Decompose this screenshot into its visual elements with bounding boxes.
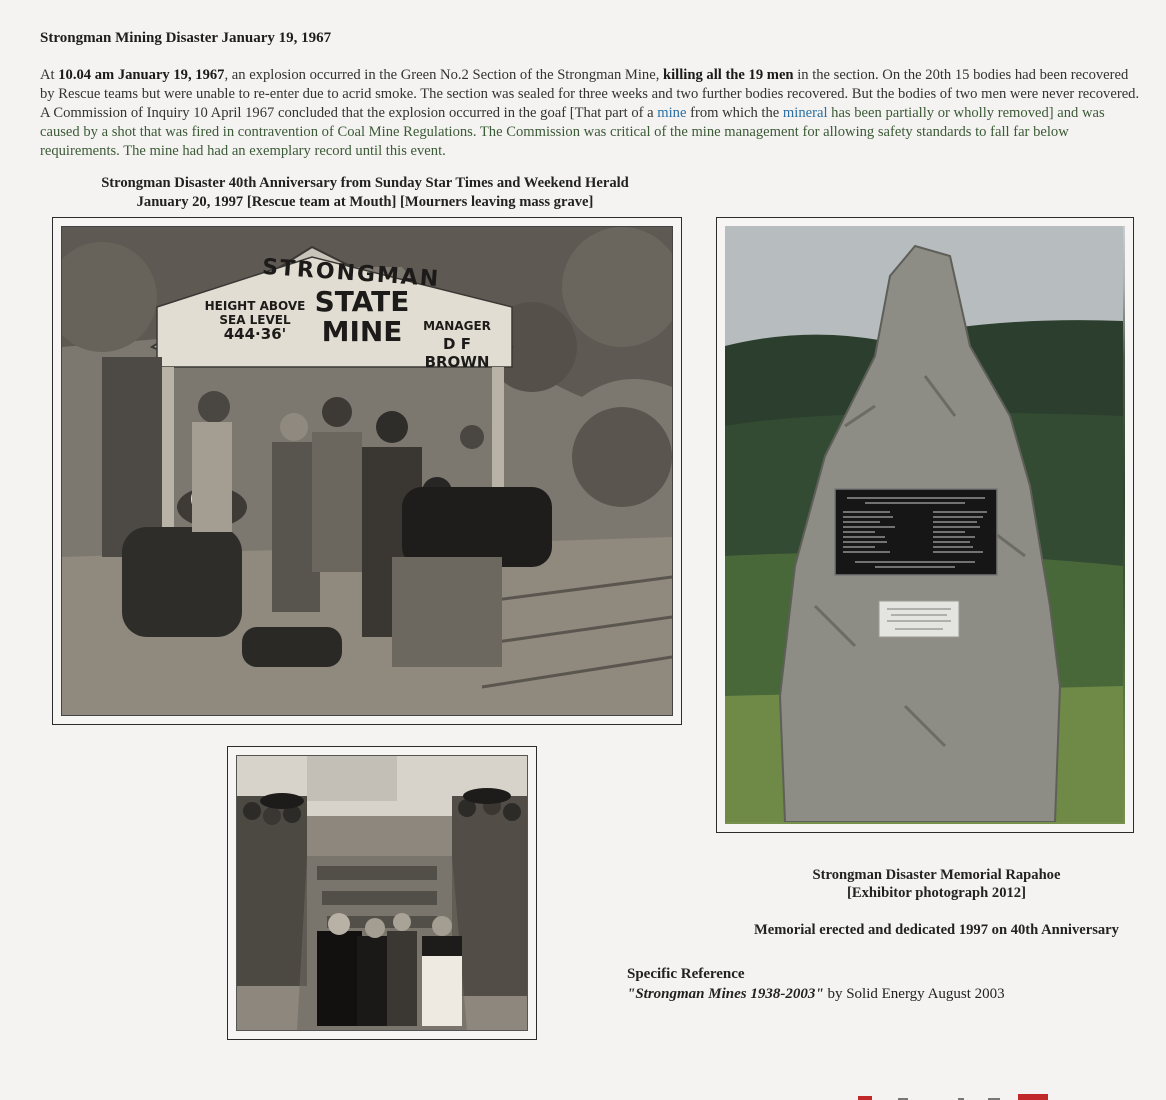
intro-paragraph: At 10.04 am January 19, 1967, an explosion occurred in the Green No.2 Section of the Strongman Mine, killing all the 19 men in the section. On the 20th 15 bodies had been recovered by Rescue teams but were unable to re-enter due to acrid smoke. The section was sealed for three weeks and two further bodies recovered. But the bodies of two men were never recovered. A Commission of Inquiry 10 April 1967 concluded that the explosion occurred in the goaf [That part of a mine from which the mineral has been partially or wholly removed] and was caused by a shot that was fired in contravention of Coal Mine Regulations. The Commission was critical of the mine management for allowing safety standards to fall far below requirements. The mine had had an exemplary record until this event. <box>40 67 1140 159</box>
event-time: 10.04 am January 19, 1967 <box>58 67 225 83</box>
mineral-link[interactable]: mineral <box>782 105 828 121</box>
memorial-dedication: Memorial erected and dedicated 1997 on 40th Anniversary <box>754 922 1119 938</box>
newspaper-caption: Strongman Disaster 40th Anniversary from Sunday Star Times and Weekend Herald January 20, 1997 [Rescue team at Mouth] [Mourners leaving mass grave] <box>101 175 629 210</box>
mourners-photo-art <box>237 756 527 1030</box>
memorial-stone-photo <box>725 226 1125 824</box>
sign-manager: MANAGER D F BROWN <box>423 319 491 371</box>
mourners-photo-frame <box>227 746 537 1040</box>
reference-heading: Specific Reference <box>627 966 745 982</box>
memorial-photo-frame <box>716 217 1134 833</box>
mourners-grave-photo <box>236 755 528 1031</box>
page-footer-marks <box>858 1094 1048 1100</box>
page-title: Strongman Mining Disaster January 19, 1967 <box>40 30 332 46</box>
rescue-team-photo <box>61 226 673 716</box>
casualties: killing all the 19 men <box>663 67 794 83</box>
mine-link[interactable]: mine <box>657 105 687 121</box>
sign-arch-text: STRONGMAN <box>261 254 441 293</box>
specific-reference <box>627 964 1005 1004</box>
memorial-caption: Strongman Disaster Memorial Rapahoe [Exhibitor photograph 2012] <box>812 867 1061 901</box>
sign-height-label: HEIGHT ABOVE SEA LEVEL 444·36' <box>204 299 306 343</box>
memorial-photo-art <box>725 226 1123 822</box>
rescue-photo-frame <box>52 217 682 725</box>
sign-state-mine: STATE MINE <box>314 285 410 348</box>
reference-citation: "Strongman Mines 1938-2003" by Solid Energy August 2003 <box>627 986 1005 1002</box>
